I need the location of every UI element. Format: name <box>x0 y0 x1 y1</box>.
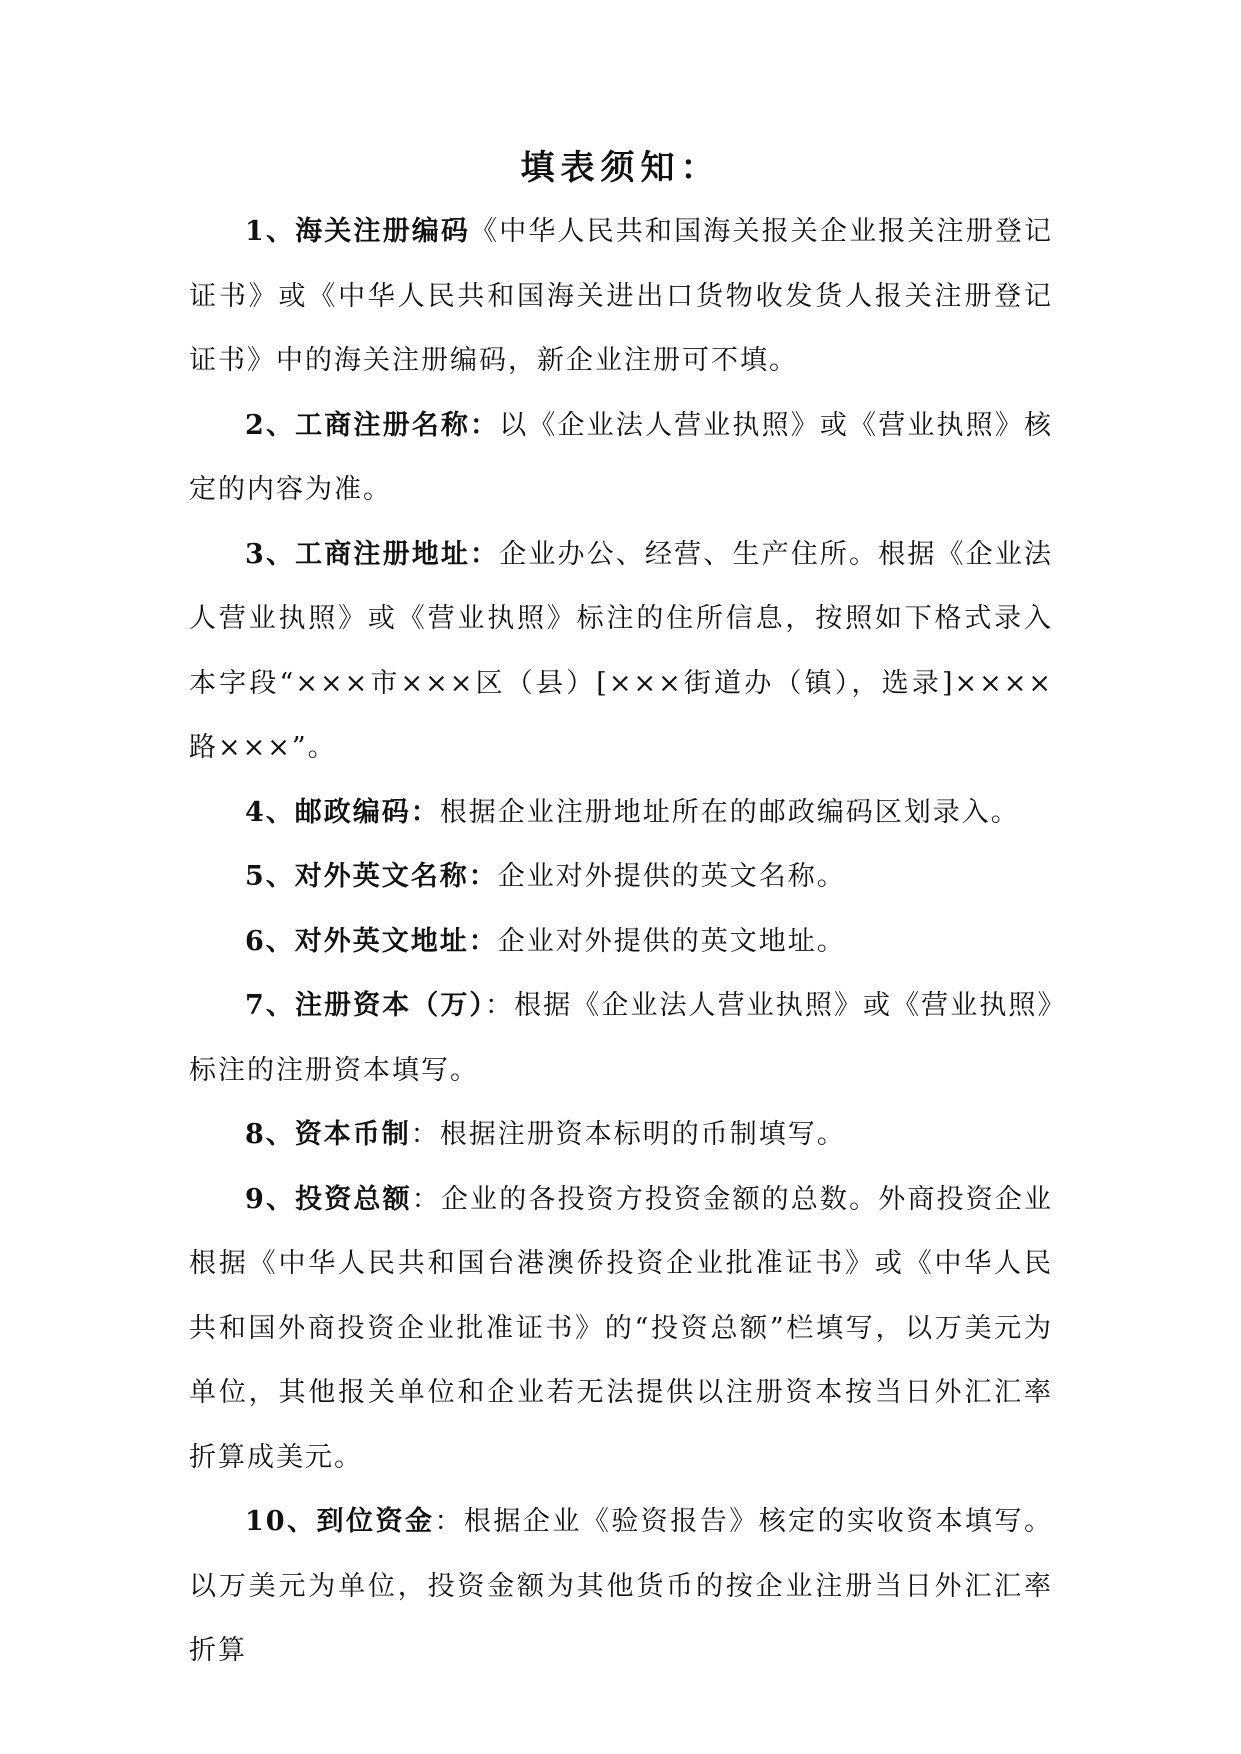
item-text: 以《企业法人营业执照》或《营业执照》核定的内容为准。 <box>189 409 1053 505</box>
item-text: 《中华人民共和国海关报关企业报关注册登记证书》或《中华人民共和国海关进出口货物收发货人报关注册登记证书》中的海关注册编码，新企业注册可不填。 <box>189 216 1054 376</box>
instruction-item-7 <box>189 974 1053 1103</box>
item-label: 9、投资总额 <box>245 1183 412 1215</box>
instruction-item-6 <box>189 910 1053 975</box>
instruction-item-4 <box>189 781 1053 846</box>
instruction-item-9 <box>189 1168 1053 1491</box>
page-title: 填表须知： <box>520 148 721 188</box>
item-label: 5、对外英文名称： <box>245 861 498 892</box>
item-text: 根据企业注册地址所在的邮政编码区划录入。 <box>439 796 1020 828</box>
item-text: ：根据《企业法人营业执照》或《营业执照》标注的注册资本填写。 <box>189 990 1053 1086</box>
item-label: 2、工商注册名称： <box>245 409 500 441</box>
item-label: 10、到位资金 <box>245 1506 435 1537</box>
item-text: ：根据企业《验资报告》核定的实收资本填写。以万美元为单位，投资金额为其他货币的按企业注册当日外汇汇率折算 <box>189 1506 1054 1666</box>
instruction-item-2 <box>189 394 1053 523</box>
instruction-item-3 <box>189 523 1053 781</box>
instruction-item-5 <box>189 845 1053 910</box>
item-label: 4、邮政编码： <box>245 796 440 828</box>
item-label: 6、对外英文地址： <box>245 925 498 957</box>
instruction-item-1 <box>189 200 1053 394</box>
item-text: 企业对外提供的英文地址。 <box>497 925 846 957</box>
item-label: 8、资本币制 <box>245 1119 411 1150</box>
item-text: 企业办公、经营、生产住所。根据《企业法人营业执照》或《营业执照》标注的住所信息，按照如下格式录入本字段“×××市×××区（县）[×××街道办（镇），选录]××××路×××”。 <box>189 538 1053 763</box>
item-text: 企业对外提供的英文名称。 <box>497 861 846 892</box>
item-label: 7、注册资本（万） <box>245 990 485 1021</box>
instruction-item-10 <box>189 1490 1053 1684</box>
item-text: ：根据注册资本标明的币制填写。 <box>410 1119 846 1150</box>
instructions-body <box>189 200 1053 1684</box>
item-text: ：企业的各投资方投资金额的总数。外商投资企业根据《中华人民共和国台港澳侨投资企业批准证书》或《中华人民共和国外商投资企业批准证书》的“投资总额”栏填写，以万美元为单位，其他报关单位和企业若无法提供以注册资本按当日外汇汇率折算成美元。 <box>189 1183 1054 1473</box>
item-label: 3、工商注册地址： <box>245 538 500 570</box>
item-label: 1、海关注册编码 <box>245 216 471 247</box>
instruction-item-8 <box>189 1103 1053 1168</box>
